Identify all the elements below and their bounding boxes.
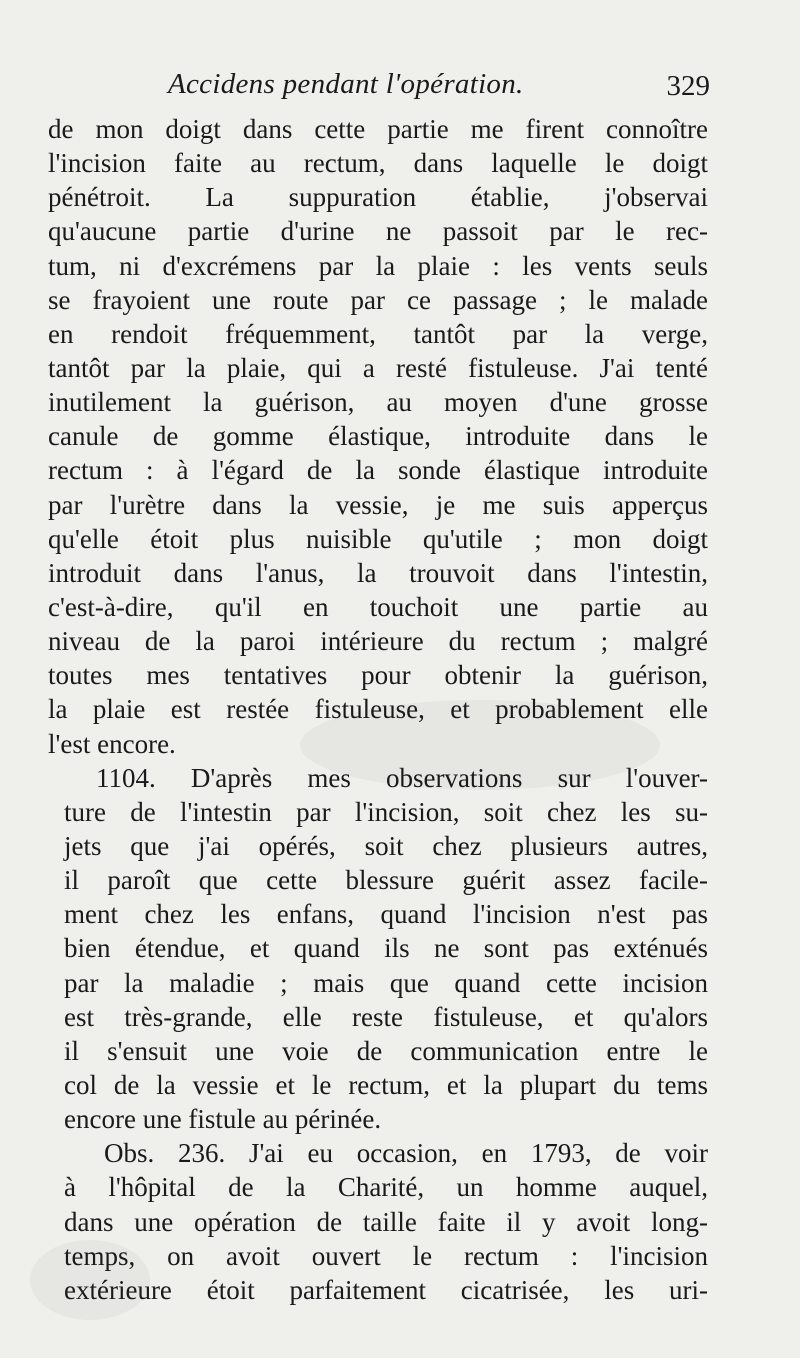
- text-line: extérieure étoit parfaitement cicatrisée, les uri-: [64, 1274, 708, 1305]
- text-line: il paroît que cette blessure guérit assez facile-: [64, 865, 708, 896]
- text-line: col de la vessie et le rectum, et la plupart du tems: [64, 1069, 708, 1100]
- text-line: à l'hôpital de la Charité, un homme auquel,: [64, 1172, 708, 1203]
- paragraph-start-line: 1104. D'après mes observations sur l'ouver-: [96, 762, 708, 793]
- page-number: 329: [666, 70, 710, 102]
- text-line: niveau de la paroi intérieure du rectum ; malgré: [48, 626, 708, 657]
- text-line: tantôt par la plaie, qui a resté fistuleuse. J'ai tenté: [48, 352, 708, 383]
- text-line: pénétroit. La suppuration établie, j'observai: [48, 182, 708, 213]
- text-line: la plaie est restée fistuleuse, et probablement elle: [48, 694, 708, 725]
- text-line: est très-grande, elle reste fistuleuse, et qu'alors: [64, 1001, 708, 1032]
- body-text: [48, 112, 708, 1307]
- text-line: qu'elle étoit plus nuisible qu'utile ; mon doigt: [48, 523, 708, 554]
- text-line: qu'aucune partie d'urine ne passoit par le rec-: [48, 216, 708, 247]
- text-line: il s'ensuit une voie de communication entre le: [64, 1035, 708, 1066]
- page-header: [48, 68, 710, 108]
- text-line: toutes mes tentatives pour obtenir la guérison,: [48, 660, 708, 691]
- text-line: encore une fistule au périnée.: [64, 1104, 382, 1135]
- text-line: par la maladie ; mais que quand cette incision: [64, 967, 708, 998]
- text-line: l'incision faite au rectum, dans laquelle le doigt: [48, 148, 708, 179]
- text-line: en rendoit fréquemment, tantôt par la verge,: [48, 318, 708, 349]
- text-line: canule de gomme élastique, introduite dans le: [48, 421, 708, 452]
- text-line: ture de l'intestin par l'incision, soit chez les su-: [64, 796, 708, 827]
- text-line: tum, ni d'excrémens par la plaie : les vents seuls: [48, 250, 708, 281]
- text-line: de mon doigt dans cette partie me firent connoître: [48, 114, 708, 144]
- text-line: jets que j'ai opérés, soit chez plusieurs autres,: [64, 830, 708, 861]
- paragraph-start-line: Obs. 236. J'ai eu occasion, en 1793, de voir: [104, 1138, 708, 1169]
- text-line: c'est-à-dire, qu'il en touchoit une partie au: [48, 591, 708, 622]
- text-line: l'est encore.: [48, 728, 176, 759]
- text-line: temps, on avoit ouvert le rectum : l'incision: [64, 1240, 708, 1271]
- text-line: introduit dans l'anus, la trouvoit dans l'intestin,: [48, 557, 708, 588]
- text-line: par l'urètre dans la vessie, je me suis apperçus: [48, 489, 708, 520]
- text-line: rectum : à l'égard de la sonde élastique introduite: [48, 455, 708, 486]
- running-title: Accidens pendant l'opération.: [168, 68, 524, 100]
- text-line: ment chez les enfans, quand l'incision n'est pas: [64, 899, 708, 930]
- text-line: se frayoient une route par ce passage ; le malade: [48, 284, 708, 315]
- text-line: inutilement la guérison, au moyen d'une grosse: [48, 387, 708, 418]
- text-line: dans une opération de taille faite il y avoit long-: [64, 1206, 708, 1237]
- text-line: bien étendue, et quand ils ne sont pas exténués: [64, 933, 708, 964]
